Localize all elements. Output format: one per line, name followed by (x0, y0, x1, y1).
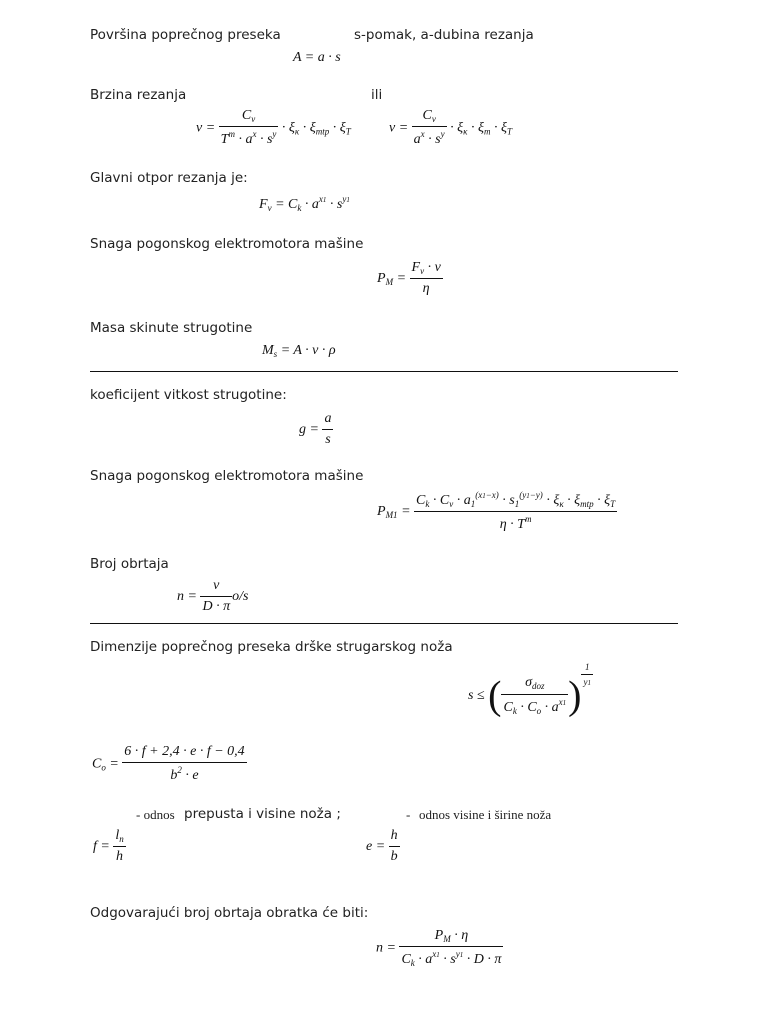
speed-label: Brzina rezanja (90, 87, 187, 103)
power1-formula: $P_M$ = $\frac{F_v \cdot v}{\eta}$ (377, 260, 441, 297)
mass-label: Masa skinute strugotine (90, 320, 253, 336)
mass-formula: $M_s = A \cdot v \cdot \rho$ (262, 343, 336, 359)
f-ratio-desc-a: - odnos (136, 807, 175, 822)
f-formula: f = $\frac{l_n}{h}$ (93, 828, 124, 865)
divider-1 (90, 371, 678, 372)
force-formula: $F_v = C_k \cdot a^{x1} \cdot s^{y1}$ (259, 194, 350, 213)
area-label: Površina poprečnog preseka (90, 27, 281, 43)
e-ratio-desc: odnos visine i širine noža (419, 807, 552, 822)
e-ratio-dash: - (406, 807, 411, 822)
divider-2 (90, 623, 678, 624)
rpm-label: Broj obrtaja (90, 556, 169, 572)
power2-formula: $P_{M1}$ = $\frac{C_k \cdot C_v \cdot a_1^{(x1-x)} \cdot s_1^{(y1-y)} \cdot \xi_\kappa \cdot \xi_{mtp} \cdot \xi_T}{\eta \cdot T^m}$ (377, 490, 616, 533)
area-formula: A = a · s (293, 50, 341, 65)
e-formula: e = $\frac{h}{b}$ (366, 828, 398, 865)
f-ratio-desc-b: prepusta i visine noža ; (184, 806, 341, 822)
force-label: Glavni otpor rezanja je: (90, 170, 248, 186)
power1-label: Snaga pogonskog elektromotora mašine (90, 236, 364, 252)
rpm-unit: o/s (232, 588, 249, 604)
co-formula: $C_o$ = $\frac{6 \cdot f + 2,4 \cdot e \cdot f - 0,4}{b^2 \cdot e}$ (92, 744, 245, 784)
area-note: s-pomak, a-dubina rezanja (354, 27, 534, 43)
dimensions-formula: s ≤ ( $\frac{\sigma_{doz}}{C_k \cdot C_o \cdot a^{x1}}$ ) $^{\frac{1}{y1}}$ (468, 662, 591, 718)
dimensions-label: Dimenzije poprečnog preseka drške strugarskog noža (90, 639, 453, 655)
slenderness-formula: g = $\frac{a}{s}$ (299, 411, 332, 448)
speed-or: ili (371, 87, 383, 103)
power2-label: Snaga pogonskog elektromotora mašine (90, 468, 364, 484)
rpm-formula: n = $\frac{v}{D \cdot \pi}$ o/s (177, 578, 249, 615)
speed-formula-1: v = $\frac{C_v}{T^m \cdot a^x \cdot s^y}$ · $\xi_\kappa \cdot \xi_{mtp} \cdot \xi_T$ (196, 108, 351, 148)
rpm-workpiece-label: Odgovarajući broj obrtaja obratka će biti: (90, 905, 369, 921)
slenderness-label: koeficijent vitkost strugotine: (90, 387, 287, 403)
speed-formula-2: v = $\frac{C_v}{a^x \cdot s^y}$ · $\xi_\kappa \cdot \xi_m \cdot \xi_T$ (389, 108, 512, 148)
rpm-workpiece-formula: n = $\frac{P_M \cdot \eta}{C_k \cdot a^{x1} \cdot s^{y1} \cdot D \cdot \pi}$ (376, 928, 502, 969)
